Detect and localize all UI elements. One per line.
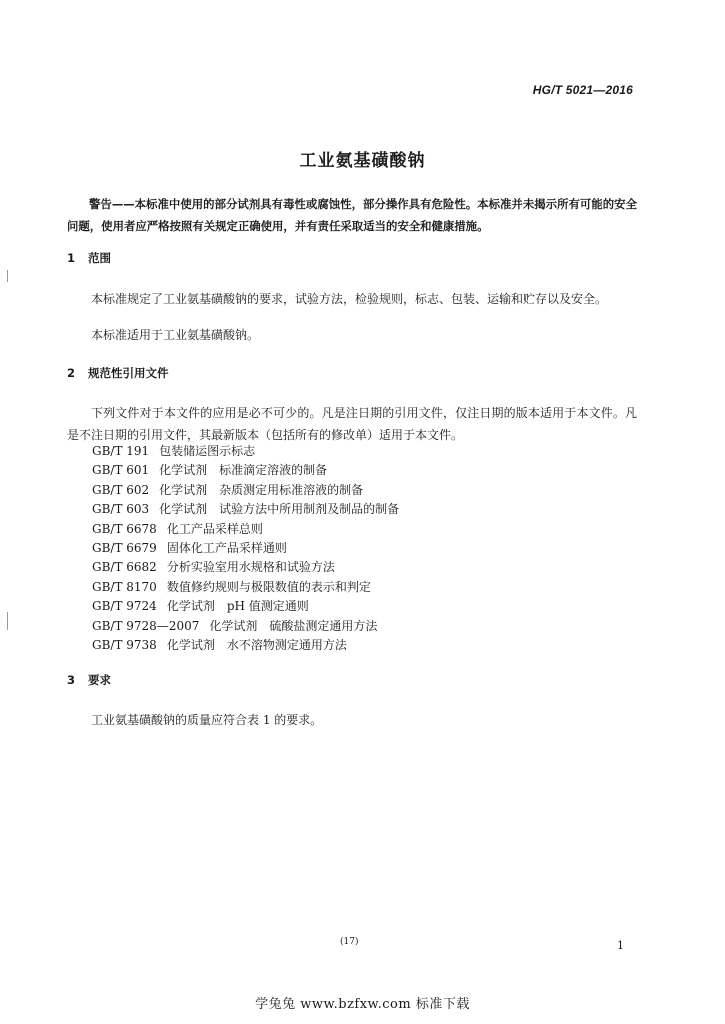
reference-title: 包装储运图示标志 bbox=[159, 444, 256, 458]
reference-title: 化学试剂 杂质测定用标准溶液的制备 bbox=[159, 482, 364, 497]
standard-code: HG/T 5021—2016 bbox=[532, 83, 633, 97]
watermark-text: 学兔兔 www.bzfxw.com 标准下载 bbox=[255, 997, 470, 1012]
section-title: 规范性引用文件 bbox=[88, 366, 169, 380]
reference-title: 分析实验室用水规格和试验方法 bbox=[166, 560, 335, 575]
reference-item bbox=[92, 442, 399, 461]
section-heading-requirements bbox=[67, 672, 111, 688]
reference-code: GB/T 6678 bbox=[92, 521, 157, 536]
reference-item bbox=[92, 500, 399, 519]
reference-item bbox=[92, 617, 399, 636]
reference-code: GB/T 9728—2007 bbox=[92, 618, 200, 633]
reference-title: 化学试剂 标准滴定溶液的制备 bbox=[159, 463, 328, 478]
section-title: 要求 bbox=[88, 673, 111, 687]
reference-item bbox=[92, 597, 399, 616]
reference-list bbox=[92, 442, 399, 655]
reference-item bbox=[92, 558, 399, 577]
reference-code: GB/T 9738 bbox=[92, 637, 157, 652]
scan-edge-mark bbox=[7, 612, 8, 630]
section-number: 2 bbox=[67, 366, 76, 380]
scan-edge-mark bbox=[7, 270, 8, 282]
page-number: 1 bbox=[617, 939, 624, 952]
reference-item bbox=[92, 520, 399, 539]
scope-paragraph: 本标准规定了工业氨基磺酸钠的要求，试验方法，检验规则，标志、包装、运输和贮存以及安全。 bbox=[91, 292, 608, 306]
reference-code: GB/T 6682 bbox=[92, 560, 157, 575]
reference-title: 化学试剂 硫酸盐测定通用方法 bbox=[209, 618, 378, 633]
reference-item bbox=[92, 481, 399, 500]
reference-title: 化学试剂 水不溶物测定通用方法 bbox=[166, 637, 347, 652]
reference-title: 数值修约规则与极限数值的表示和判定 bbox=[166, 579, 371, 594]
reference-code: GB/T 9724 bbox=[92, 599, 157, 614]
reference-item bbox=[92, 461, 399, 480]
page-code: (17) bbox=[340, 937, 359, 947]
section-heading-scope bbox=[67, 250, 111, 266]
reference-title: 化工产品采样总则 bbox=[166, 521, 263, 536]
reference-title: 化学试剂 试验方法中所用制剂及制品的制备 bbox=[159, 502, 400, 517]
reference-item bbox=[92, 636, 399, 655]
reference-code: GB/T 8170 bbox=[92, 579, 157, 594]
reference-code: GB/T 191 bbox=[92, 444, 150, 458]
reference-item bbox=[92, 539, 399, 558]
reference-title: 固体化工产品采样通则 bbox=[166, 540, 287, 555]
scope-paragraph: 本标准适用于工业氨基磺酸钠。 bbox=[91, 328, 260, 342]
section-title: 范围 bbox=[88, 251, 111, 265]
reference-code: GB/T 602 bbox=[92, 482, 150, 497]
section-heading-normative bbox=[67, 365, 169, 381]
normative-intro: 下列文件对于本文件的应用是必不可少的。凡是注日期的引用文件，仅注日期的版本适用于本文件。凡是不注日期的引用文件，其最新版本（包括所有的修改单）适用于本文件。 bbox=[67, 406, 637, 442]
document-title: 工业氨基磺酸钠 bbox=[299, 151, 426, 171]
reference-title: 化学试剂 pH 值测定通则 bbox=[166, 599, 309, 614]
reference-code: GB/T 6679 bbox=[92, 540, 157, 555]
section-number: 1 bbox=[67, 251, 76, 265]
reference-code: GB/T 601 bbox=[92, 463, 150, 478]
section-number: 3 bbox=[67, 673, 76, 687]
requirements-paragraph: 工业氨基磺酸钠的质量应符合表 1 的要求。 bbox=[91, 713, 323, 727]
reference-code: GB/T 603 bbox=[92, 502, 150, 517]
reference-item bbox=[92, 578, 399, 597]
safety-warning: 警告——本标准中使用的部分试剂具有毒性或腐蚀性，部分操作具有危险性。本标准并未揭示所有可能的安全问题，使用者应严格按照有关规定正确使用，并有责任采取适当的安全和健康措施。 bbox=[67, 197, 637, 233]
